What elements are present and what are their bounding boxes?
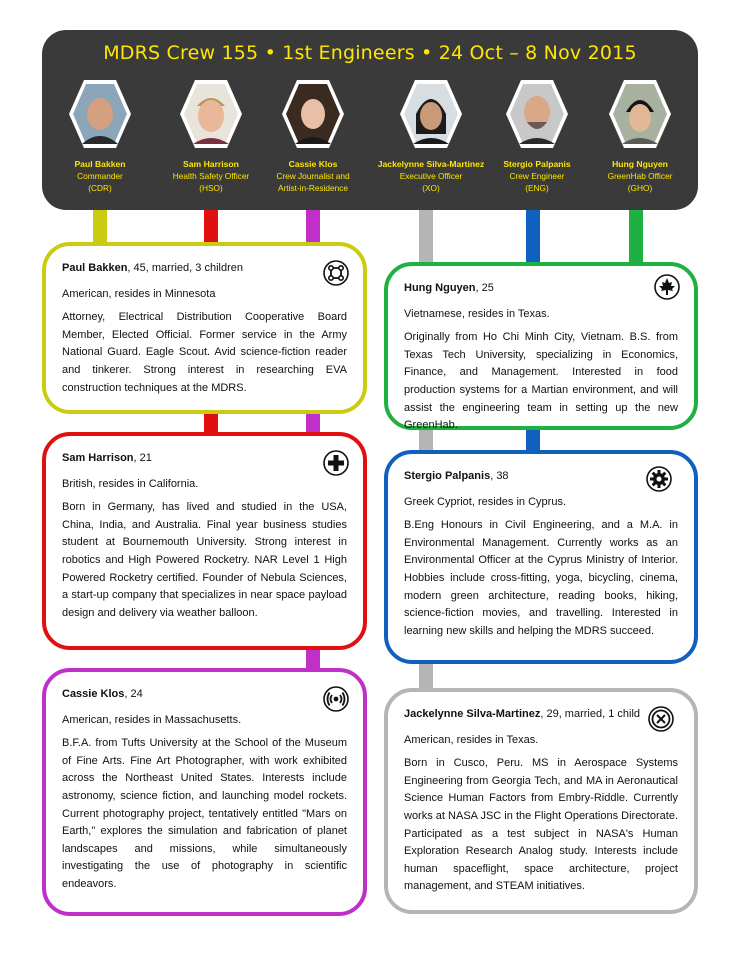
bio-residence: British, resides in California. — [62, 477, 199, 490]
bio-text: Born in Cusco, Peru. MS in Aerospace Systems Engineering from Georgia Tech, and MA in Aeronautical Science Human Factors from Embry-Riddle. Currently works at NASA JSC in the Flight Operations Directorate. Participated as a test subject in NASA's Human Exploration Research Analog study. Interests include human spaceflight, space architecture, project management, and STEAM initiatives. — [404, 757, 678, 893]
connector-bar-xo-3 — [419, 660, 433, 690]
member-role: Commander — [77, 171, 123, 181]
avatar — [179, 78, 243, 150]
bio-card-sam-harrison — [42, 432, 367, 650]
member-abbr: (GHO) — [627, 183, 653, 193]
bio-text: B.F.A. from Tufts University at the School of the Museum of Fine Arts. Fine Art Photographer, with work exhibited across the Northeast United States. Interests include astronomy, science fiction, and launching model rockets. Current photography project, tentatively entitled "Mars on Earth," explores the simulation and fabrication of planet landscapes and missions, while simultaneously investigating the use of photography in scientific endeavors. — [62, 737, 347, 890]
bio-details: , 38 — [490, 470, 509, 482]
bio-residence: Vietnamese, resides in Texas. — [404, 307, 550, 320]
connector-bar-xo — [419, 208, 433, 266]
bio-details: , 21 — [133, 452, 152, 464]
gear-icon — [646, 466, 672, 492]
bio-residence: Greek Cypriot, resides in Cyprus. — [404, 495, 566, 508]
medical-cross-icon — [323, 450, 349, 476]
bio-name: Paul Bakken — [62, 262, 128, 274]
member-role: GreenHab Officer — [607, 171, 673, 181]
bio-heading — [404, 280, 678, 298]
member-abbr: (ENG) — [525, 183, 549, 193]
maple-leaf-icon — [654, 274, 680, 300]
command-key-icon — [323, 260, 349, 286]
avatar — [399, 78, 463, 150]
member-abbr: (XO) — [422, 183, 440, 193]
bio-heading — [404, 468, 678, 486]
member-name: Stergio Palpanis — [503, 159, 571, 169]
member-hung-nguyen — [585, 78, 695, 194]
avatar — [68, 78, 132, 150]
member-role-2: Artist-in-Residence — [277, 183, 349, 193]
bio-details: , 24 — [124, 688, 143, 700]
bio-heading — [62, 260, 347, 278]
connector-bar-gho — [629, 208, 643, 266]
bio-residence: American, resides in Minnesota — [62, 287, 216, 300]
member-name: Paul Bakken — [74, 159, 126, 169]
member-name: Jackelynne Silva-Martinez — [377, 159, 485, 169]
bio-card-jackelynne-silva-martinez — [384, 688, 698, 914]
bio-card-hung-nguyen — [384, 262, 698, 430]
bio-name: Jackelynne Silva-Martinez — [404, 708, 541, 720]
avatar — [608, 78, 672, 150]
crew-header-panel — [42, 30, 698, 210]
bio-name: Cassie Klos — [62, 688, 125, 700]
bio-details: , 25 — [475, 282, 494, 294]
member-role: Executive Officer — [399, 171, 463, 181]
bio-residence: American, resides in Texas. — [404, 733, 539, 746]
member-jackelynne-silva-martinez — [371, 78, 491, 194]
bio-details: , 29, married, 1 child — [540, 708, 640, 720]
bio-name: Stergio Palpanis — [404, 470, 491, 482]
bio-heading — [404, 706, 678, 724]
member-cassie-klos — [258, 78, 368, 194]
member-name: Sam Harrison — [183, 159, 239, 169]
bio-card-paul-bakken — [42, 242, 367, 414]
bio-details: , 45, married, 3 children — [127, 262, 243, 274]
bio-heading — [62, 686, 347, 704]
bio-text: Attorney, Electrical Distribution Cooperative Board Member, Elected Official. Former service in the Army National Guard. Eagle Scout. Avid science-fiction reader and tinkerer. Strong interest in researching EVA construction techniques at the MDRS. — [62, 311, 347, 394]
bio-text: B.Eng Honours in Civil Engineering, and a M.A. in Environmental Management. Currently works as an Environmental Officer at the Cyprus Ministry of Interior. Hobbies include cross-fitting, yoga, bicycling, cinema, modern green architecture, reading books, hiking, science-fiction movies, and travelling. Interested in learning new skills and helping the MDRS succeed. — [404, 519, 678, 637]
crew-title: MDRS Crew 155 • 1st Engineers • 24 Oct – 8 Nov 2015 — [103, 42, 637, 64]
connector-bar-eng — [526, 208, 540, 266]
member-sam-harrison — [156, 78, 266, 194]
member-role: Crew Engineer — [509, 171, 565, 181]
member-abbr: (CDR) — [88, 183, 112, 193]
bio-heading — [62, 450, 347, 468]
avatar — [281, 78, 345, 150]
member-abbr: (HSO) — [199, 183, 223, 193]
bio-name: Hung Nguyen — [404, 282, 476, 294]
bio-name: Sam Harrison — [62, 452, 134, 464]
bio-card-cassie-klos — [42, 668, 367, 916]
avatar — [505, 78, 569, 150]
member-role: Crew Journalist and — [276, 171, 350, 181]
member-paul-bakken — [45, 78, 155, 194]
member-name: Cassie Klos — [288, 159, 338, 169]
member-name: Hung Nguyen — [612, 159, 668, 169]
member-stergio-palpanis — [482, 78, 592, 194]
member-role: Health Safety Officer — [172, 171, 250, 181]
bio-card-stergio-palpanis — [384, 450, 698, 664]
bio-text: Originally from Ho Chi Minh City, Vietnam. B.S. from Texas Tech University, specializing in Economics, Finance, and Management. Interested in food production systems for a Martian environment, and will assist the engineering team in setting up the new GreenHab. — [404, 331, 678, 432]
x-circle-icon — [648, 706, 674, 732]
broadcast-icon — [323, 686, 349, 712]
bio-text: Born in Germany, has lived and studied in the USA, China, India, and Australia. Final year business studies student at Bournemouth University. Strong interest in robotics and High Powered Rocketry. NAR Level 1 High Powered Rocketry certified. Founder of Nebula Sciences, a start-up company that specializes in near space payload design and delivery via weather balloon. — [62, 501, 347, 619]
bio-residence: American, resides in Massachusetts. — [62, 713, 242, 726]
